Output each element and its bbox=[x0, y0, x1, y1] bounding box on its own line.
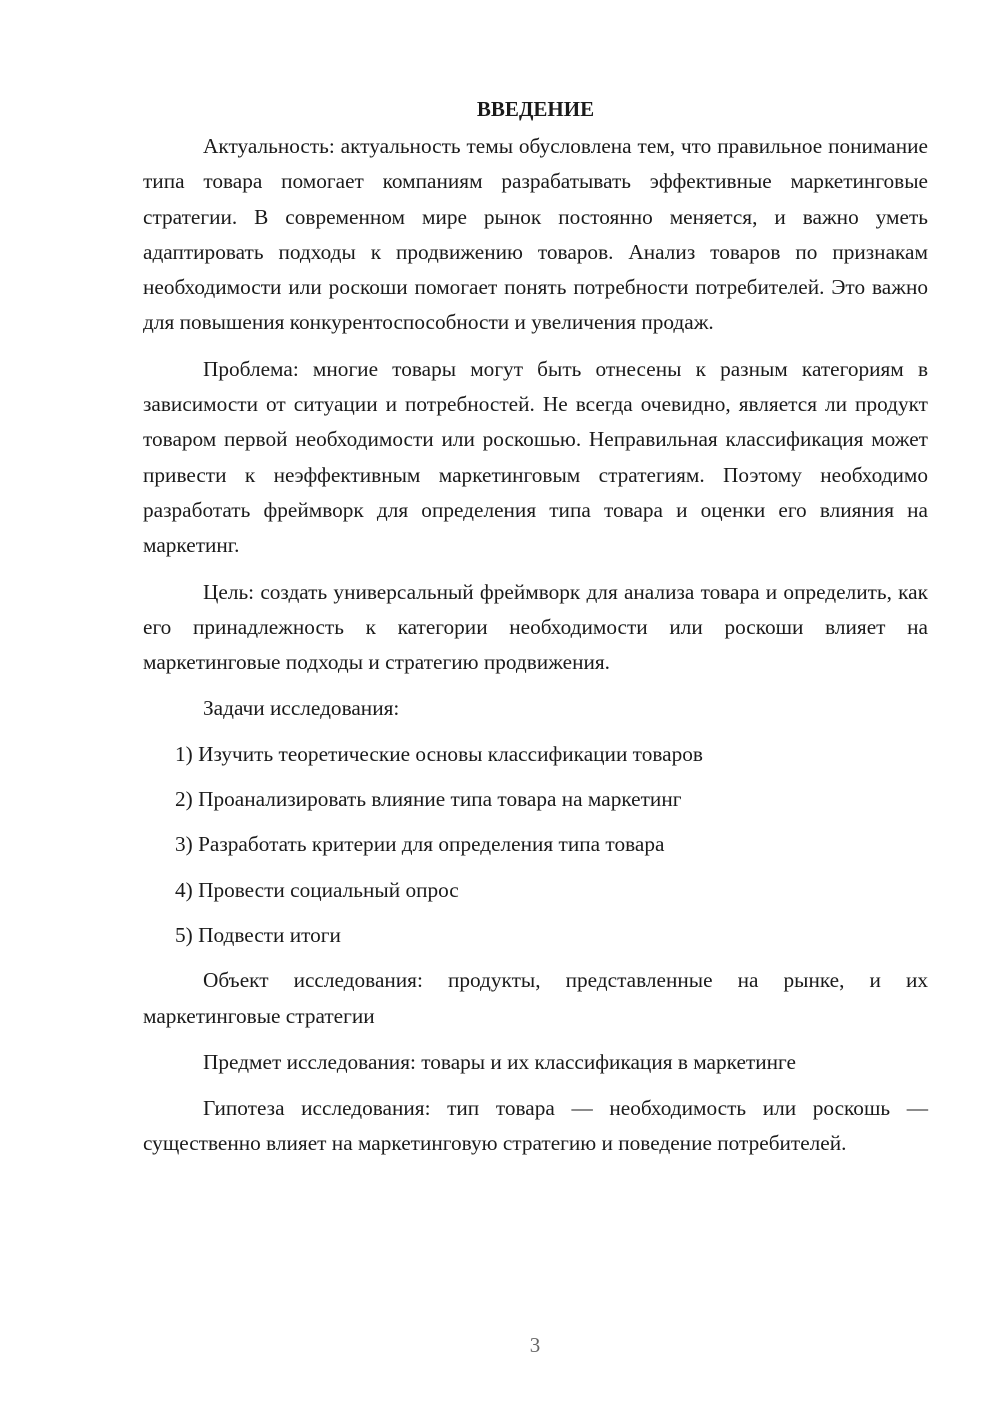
list-item: 3) Разработать критерии для определения типа товара bbox=[175, 832, 665, 857]
list-item: 2) Проанализировать влияние типа товара на маркетинг bbox=[175, 787, 682, 812]
tasks-heading: Задачи исследования: bbox=[203, 696, 400, 721]
problem-paragraph: Проблема: многие товары могут быть отнесены к разным категориям в зависимости от ситуации и потребностей. Не всегда очевидно, является ли продукт товаром первой необходимости или роскошью. Неправильная классификация может привести к неэффективным маркетинговым стратегиям. Поэтому необходимо разработать фреймворк для определения типа товара и оценки его влияния на маркетинг. bbox=[143, 356, 928, 558]
page-number: 3 bbox=[529, 1333, 541, 1357]
list-item: 5) Подвести итоги bbox=[175, 922, 341, 947]
task-list bbox=[143, 737, 928, 953]
document-page bbox=[143, 92, 928, 1173]
page-title: ВВЕДЕНИЕ bbox=[476, 97, 595, 121]
subject-paragraph: Предмет исследования: товары и их классификация в маркетинге bbox=[203, 1049, 796, 1074]
relevance-paragraph: Актуальность: актуальность темы обусловлена тем, что правильное понимание типа товара помогает компаниям разрабатывать эффективные маркетинговые стратегии. В современном мире рынок постоянно меняется, и важно уметь адаптировать подходы к продвижению товаров. Анализ товаров по признакам необходимости или роскоши помогает понять потребности потребителей. Это важно для повышения конкурентоспособности и увеличения продаж. bbox=[143, 134, 928, 335]
object-paragraph: Объект исследования: продукты, представленные на рынке, и их маркетинговые стратегии bbox=[143, 968, 928, 1028]
hypothesis-paragraph: Гипотеза исследования: тип товара — необходимость или роскошь — существенно влияет на маркетинговую стратегию и поведение потребителей. bbox=[143, 1096, 928, 1156]
list-item: 1) Изучить теоретические основы классификации товаров bbox=[175, 741, 703, 766]
list-item: 4) Провести социальный опрос bbox=[175, 877, 459, 902]
goal-paragraph: Цель: создать универсальный фреймворк для анализа товара и определить, как его принадлежность к категории необходимости или роскоши влияет на маркетинговые подходы и стратегию продвижения. bbox=[143, 579, 928, 675]
